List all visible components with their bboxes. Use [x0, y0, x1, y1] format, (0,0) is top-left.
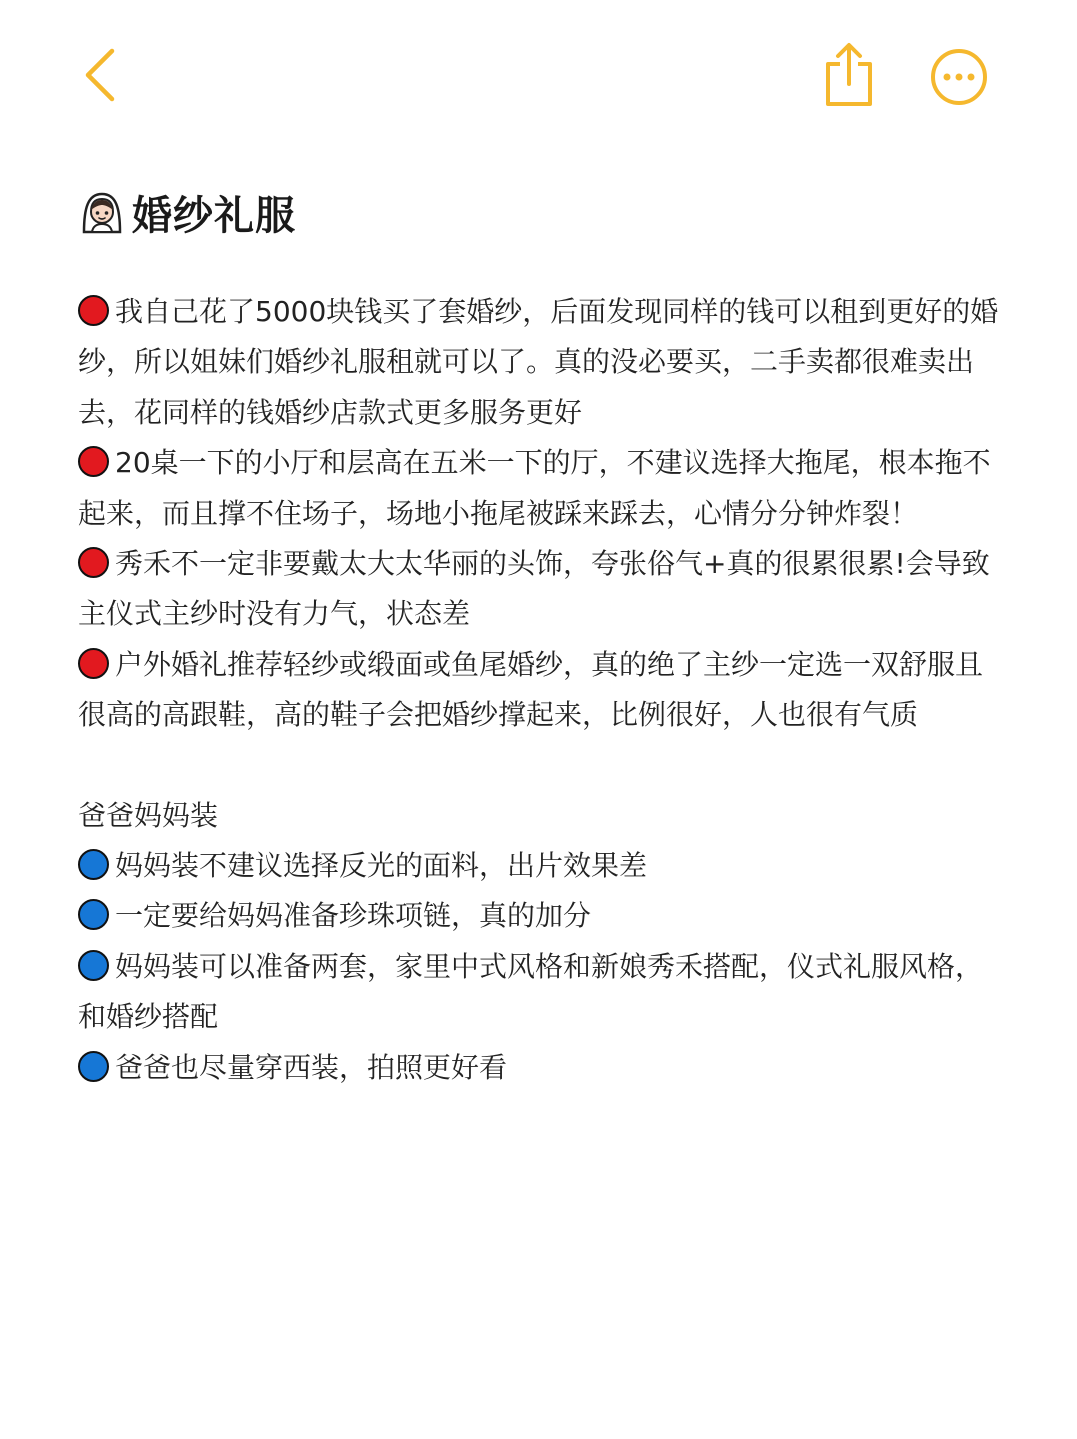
list-item — [78, 539, 1008, 640]
list-item — [78, 287, 1008, 438]
red-circle-icon — [78, 446, 109, 477]
list-item-text: 一定要给妈妈准备珍珠项链，真的加分 — [115, 899, 592, 933]
list-item — [78, 438, 1008, 539]
list-item — [78, 1043, 1008, 1093]
note-title-row — [78, 184, 296, 240]
list-item-text: 妈妈装可以准备两套，家里中式风格和新娘秀禾搭配，仪式礼服风格，和婚纱搭配 — [78, 949, 984, 1034]
list-item-text: 妈妈装不建议选择反光的面料，出片效果差 — [115, 849, 648, 883]
list-item — [78, 942, 1008, 1043]
section-heading: 爸爸妈妈装 — [78, 798, 219, 832]
share-icon[interactable] — [820, 40, 878, 110]
note-title: 婚纱礼服 — [132, 192, 296, 239]
blue-circle-icon — [78, 950, 109, 981]
spacer — [78, 741, 1008, 791]
note-body — [78, 287, 1008, 1093]
bride-with-veil-icon — [78, 188, 126, 236]
blue-circle-icon — [78, 899, 109, 930]
blue-circle-icon — [78, 1051, 109, 1082]
red-circle-icon — [78, 547, 109, 578]
list-item — [78, 640, 1008, 741]
list-item — [78, 891, 1008, 941]
list-item-text: 户外婚礼推荐轻纱或缎面或鱼尾婚纱，真的绝了主纱一定选一双舒服且很高的高跟鞋，高的鞋子会把婚纱撑起来，比例很好，人也很有气质 — [78, 647, 984, 732]
red-circle-icon — [78, 295, 109, 326]
red-circle-icon — [78, 648, 109, 679]
list-item-text: 爸爸也尽量穿西装，拍照更好看 — [115, 1050, 508, 1084]
top-toolbar — [0, 0, 1077, 150]
more-icon[interactable] — [928, 46, 990, 108]
list-item-text: 秀禾不一定非要戴太大太华丽的头饰，夸张俗气+真的很累很累!会导致主仪式主纱时没有力气，状态差 — [78, 547, 990, 631]
list-item — [78, 841, 1008, 891]
list-item-text: 20桌一下的小厅和层高在五米一下的厅，不建议选择大拖尾，根本拖不起来，而且撑不住场子，场地小拖尾被踩来踩去，心情分分钟炸裂！ — [78, 446, 991, 530]
blue-circle-icon — [78, 849, 109, 880]
list-item-text: 我自己花了5000块钱买了套婚纱，后面发现同样的钱可以租到更好的婚纱，所以姐妹们婚纱礼服租就可以了。真的没必要买，二手卖都很难卖出去，花同样的钱婚纱店款式更多服务更好 — [78, 295, 999, 429]
chevron-left-icon[interactable] — [78, 45, 122, 105]
